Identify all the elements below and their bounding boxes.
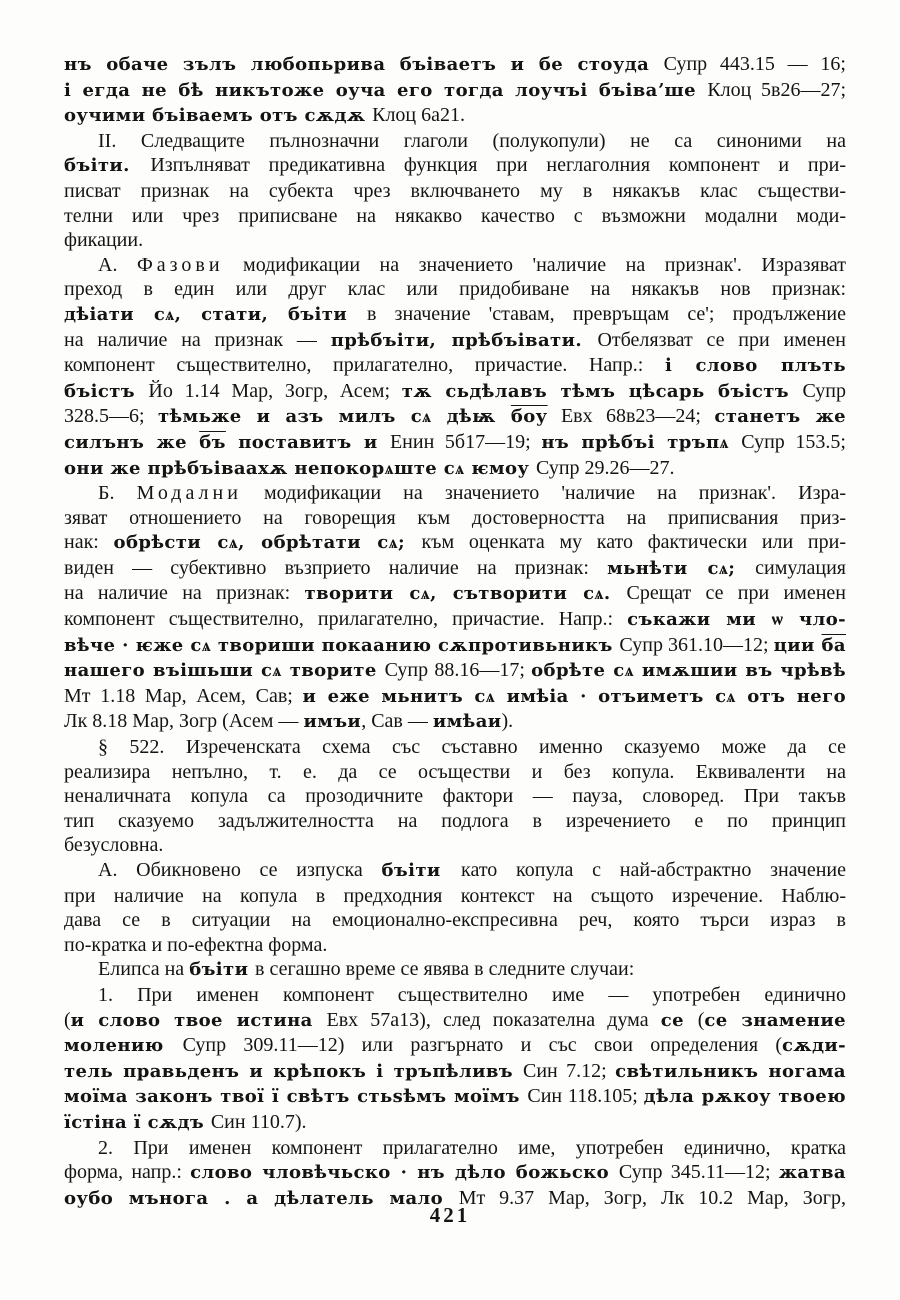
body-text: Елипса на	[98, 958, 190, 981]
old-church-slavonic-text: боу	[510, 406, 548, 428]
old-church-slavonic-text: бъіти	[189, 959, 256, 981]
old-church-slavonic-text: сѫди-	[782, 1035, 847, 1057]
paragraph	[64, 129, 846, 253]
text-line	[64, 204, 846, 229]
old-church-slavonic-text: станетъ же	[714, 406, 846, 428]
old-church-slavonic-text: и слово твое истина	[70, 1009, 327, 1031]
body-text: по-кратка и по-ефектна форма.	[64, 933, 328, 956]
body-text: Син 118.105;	[527, 1085, 644, 1108]
body-text: модификации на значението 'наличие на признак'. Изразяват	[223, 253, 846, 276]
old-church-slavonic-text: дѣла рѫкоу твоею	[643, 1086, 846, 1108]
text-line	[64, 709, 846, 735]
text-line	[64, 658, 846, 684]
text-line	[64, 684, 846, 710]
old-church-slavonic-text: молению	[64, 1035, 183, 1057]
body-text: А.	[98, 253, 137, 276]
body-text: Супр 29.26—27.	[535, 456, 675, 479]
body-text: виден — субективно възприето наличие на признак:	[64, 556, 608, 579]
text-line	[64, 78, 846, 104]
body-text: писват признак на субекта чрез включването му в някакъв клас съществи-	[64, 179, 846, 202]
text-line	[64, 129, 846, 154]
body-text: , Сав —	[361, 710, 433, 733]
text-line	[64, 302, 846, 328]
body-text: Супр 309.11—12) или разгърнато и със свои определения (	[182, 1034, 783, 1057]
body-text: Син 110.7).	[210, 1110, 307, 1133]
text-line	[64, 1084, 846, 1110]
old-church-slavonic-text: тель правьденъ и крѣпокъ і тръпѣливъ	[64, 1060, 523, 1082]
old-church-slavonic-text: оубо мънога . а дѣлатель мало	[64, 1187, 459, 1209]
text-line	[64, 556, 846, 582]
text-line	[64, 1059, 846, 1085]
body-text: Евх 68в23—24;	[547, 405, 715, 428]
text-line	[64, 277, 846, 302]
text-line	[64, 506, 846, 531]
paragraph	[64, 957, 846, 983]
body-text: Клоц 6а21.	[372, 104, 466, 127]
text-line	[64, 607, 846, 633]
body-text: Супр 88.16—17;	[384, 659, 532, 682]
paragraph	[64, 858, 846, 957]
paragraph	[64, 735, 846, 858]
text-line	[64, 52, 846, 78]
old-church-slavonic-text: і слово плъть	[664, 355, 846, 377]
body-text: § 522. Изреченската схема със съставно именно сказуемо може да се	[98, 736, 846, 759]
text-line	[64, 328, 846, 354]
body-text: Лк 8.18 Мар, Зогр (Асем —	[64, 710, 304, 733]
text-line	[64, 581, 846, 607]
body-text: зяват отношението на говорещия към достоверността на приписвания приз-	[64, 506, 846, 529]
old-church-slavonic-text: моїма законъ твої ї свѣтъ стьѕѣмъ моїмъ	[64, 1086, 528, 1108]
body-text: Супр 153.5;	[741, 430, 846, 453]
old-church-slavonic-text: свѣтильникъ ногама	[615, 1060, 846, 1082]
text-line	[64, 530, 846, 556]
old-church-slavonic-text: мьнѣти сѧ;	[607, 557, 756, 579]
body-text: Супр 361.10—12;	[619, 633, 774, 656]
body-text: Фазови	[136, 253, 224, 276]
old-church-slavonic-text: обрѣте сѧ имѫшии въ чрѣвѣ	[531, 660, 846, 682]
body-text: като копула с най-абстрактно значение	[461, 859, 846, 881]
body-text: форма, напр.:	[64, 1161, 191, 1184]
text-line	[64, 784, 846, 809]
body-text: телни или чрез приписване на някакво качество с възможни модални моди-	[64, 204, 846, 227]
body-text: Йо 1.14 Мар, Зогр, Асем;	[148, 379, 402, 402]
body-text: Клоц 5в26—27;	[707, 78, 846, 101]
body-text: Срещат се при именен	[626, 582, 847, 605]
text-line	[64, 833, 846, 858]
body-text: А. Обикновено се изпуска	[98, 859, 382, 881]
text-line	[64, 404, 846, 430]
old-church-slavonic-text: обрѣсти сѧ, обрѣтати сѧ;	[113, 532, 422, 554]
old-church-slavonic-text: имъи	[303, 711, 362, 733]
old-church-slavonic-text: поставитъ и	[225, 431, 390, 453]
text-line	[64, 809, 846, 834]
old-church-slavonic-text: жатва	[778, 1162, 846, 1184]
old-church-slavonic-text: се	[660, 1009, 698, 1031]
body-text: нак:	[64, 531, 114, 554]
old-church-slavonic-text: тѣмьже и азъ милъ сѧ дѣѭ	[157, 406, 511, 428]
body-text: в сегашно време се явява в следните случаи:	[255, 958, 635, 981]
old-church-slavonic-text: силънъ же	[64, 431, 200, 453]
old-church-slavonic-text: съкажи ми ѡ чло-	[627, 609, 846, 631]
text-block	[64, 52, 846, 1211]
old-church-slavonic-text: бъіти.	[64, 155, 151, 177]
old-church-slavonic-text: тѫ сьдѣлавъ тѣмъ цѣсарь бъістъ	[401, 380, 803, 402]
text-line	[64, 179, 846, 204]
old-church-slavonic-text: дѣіати сѧ, стати, бъіти	[64, 303, 367, 325]
text-line	[64, 884, 846, 909]
body-text: в значение 'ставам, превръщам се'; продължение	[366, 302, 846, 325]
text-line	[64, 1008, 846, 1034]
old-church-slavonic-text: бъіти	[381, 860, 462, 881]
text-line	[64, 858, 846, 884]
body-text: Син 7.12;	[523, 1059, 616, 1082]
body-text: Евх 57а13), след показателна дума	[326, 1008, 661, 1031]
body-text: реализира непълно, т. е. да се осъществи и без копула. Еквиваленти на	[64, 760, 846, 783]
body-text: на наличие на признак:	[64, 582, 305, 605]
old-church-slavonic-text: и еже мьнитъ сѧ имѣіа · отъиметъ сѧ отъ него	[302, 685, 846, 707]
old-church-slavonic-text: слово чловѣчьско · нъ дѣло божьско	[190, 1162, 619, 1184]
page-number: 421	[429, 1203, 471, 1227]
old-church-slavonic-text: имѣаи	[432, 711, 502, 733]
body-text: Отбелязват се при именен	[597, 328, 847, 351]
body-text: 328.5—6;	[64, 405, 158, 428]
body-text: Модални	[136, 482, 242, 505]
body-text: преход в един или друг клас или придобиване на някакъв нов признак:	[64, 278, 846, 301]
old-church-slavonic-text: се знамение	[704, 1009, 846, 1031]
body-text: Енин 5б17—19;	[389, 430, 542, 453]
old-church-slavonic-text: прѣбъіти, прѣбъівати.	[330, 329, 598, 351]
body-text: компонент съществително, прилагателно, причастие. Напр.:	[64, 608, 628, 631]
text-line	[64, 760, 846, 785]
body-text: Мт 1.18 Мар, Асем, Сав;	[64, 684, 303, 707]
paragraph	[64, 983, 846, 1136]
body-text: Мт 9.37 Мар, Зогр, Лк 10.2 Мар, Зогр,	[458, 1186, 846, 1209]
body-text: II. Следващите пълнозначни глаголи (полукопули) не са синоними на	[98, 129, 846, 152]
text-line	[64, 253, 846, 278]
text-line	[64, 983, 846, 1008]
old-church-slavonic-text: нашего въішьши сѧ творите	[64, 660, 385, 682]
body-text: Б.	[98, 482, 137, 505]
old-church-slavonic-text: оучими бъіваемъ отъ сѫдѫ	[64, 105, 373, 127]
text-line	[64, 1033, 846, 1059]
paragraph	[64, 253, 846, 481]
text-line	[64, 228, 846, 253]
text-line	[64, 908, 846, 933]
old-church-slavonic-text: нъ прѣбъі тръпѧ	[541, 431, 742, 453]
text-line	[64, 353, 846, 379]
old-church-slavonic-text: бъістъ	[64, 380, 149, 402]
old-church-slavonic-text: ции	[773, 634, 822, 656]
body-text: (	[64, 1008, 71, 1031]
text-line	[64, 379, 846, 405]
text-line	[64, 1136, 846, 1161]
text-line	[64, 103, 846, 129]
body-text: безусловна.	[64, 834, 164, 857]
body-text: фикации.	[64, 229, 144, 252]
old-church-slavonic-text: нъ обаче зълъ любопьрива бъіваетъ и бе стоуда	[64, 54, 664, 75]
old-church-slavonic-text: ба	[821, 634, 846, 656]
body-text: Супр 443.15 — 16;	[663, 53, 846, 75]
old-church-slavonic-text: вѣче · ѥже сѧ твориши покаанию сѫпротивьникъ	[64, 634, 620, 656]
body-text: при наличие на копула в предходния контекст на същото изречение. Наблю-	[64, 884, 846, 907]
text-line	[64, 1110, 846, 1136]
body-text: дава се в ситуации на емоционално-експресивна реч, която търси израз в	[64, 909, 846, 932]
body-text: Супр	[802, 379, 846, 402]
body-text: Супр 345.11—12;	[618, 1161, 779, 1184]
body-text: симулация	[755, 556, 846, 579]
body-text: на наличие на признак —	[64, 328, 331, 351]
old-church-slavonic-text: бъ	[199, 431, 226, 453]
text-line	[64, 957, 846, 983]
body-text: (	[697, 1008, 705, 1031]
text-line	[64, 456, 846, 482]
body-text: компонент съществително, прилагателно, причастие. Напр.:	[64, 354, 665, 377]
text-line	[64, 633, 846, 659]
text-line	[64, 481, 846, 506]
text-line	[64, 430, 846, 456]
body-text: неналичната копула са прозодичните фактори — пауза, словоред. При такъв	[64, 785, 846, 808]
body-text: 2. При именен компонент прилагателно име, употребен единично, кратка	[98, 1136, 846, 1159]
body-text: Изпълняват предикативна функция при неглаголния компонент и при-	[150, 154, 846, 177]
old-church-slavonic-text: творити сѧ, сътворити сѧ.	[304, 583, 627, 605]
paragraph	[64, 1136, 846, 1212]
body-text: тип сказуемо задължителността на подлога в изречението е по принцип	[64, 809, 846, 832]
text-line	[64, 1160, 846, 1186]
paragraph	[64, 52, 846, 129]
old-church-slavonic-text: і егда не бѣ никътоже оуча его тогда лоучъі бъіваʼше	[64, 79, 708, 101]
body-text: модификации на значението 'наличие на признак'. Изра-	[241, 482, 846, 505]
text-line	[64, 933, 846, 958]
old-church-slavonic-text: їстіна ї сѫдъ	[64, 1111, 211, 1133]
body-text: 1. При именен компонент съществително име — употребен единично	[98, 983, 846, 1006]
old-church-slavonic-text: они же прѣбъіваахѫ непокорѧште сѧ ѥмоу	[64, 457, 536, 479]
paragraph	[64, 481, 846, 735]
text-line	[64, 153, 846, 179]
body-text: ).	[501, 710, 514, 733]
text-line	[64, 735, 846, 760]
body-text: към оценката му като фактически или при-	[421, 531, 846, 554]
